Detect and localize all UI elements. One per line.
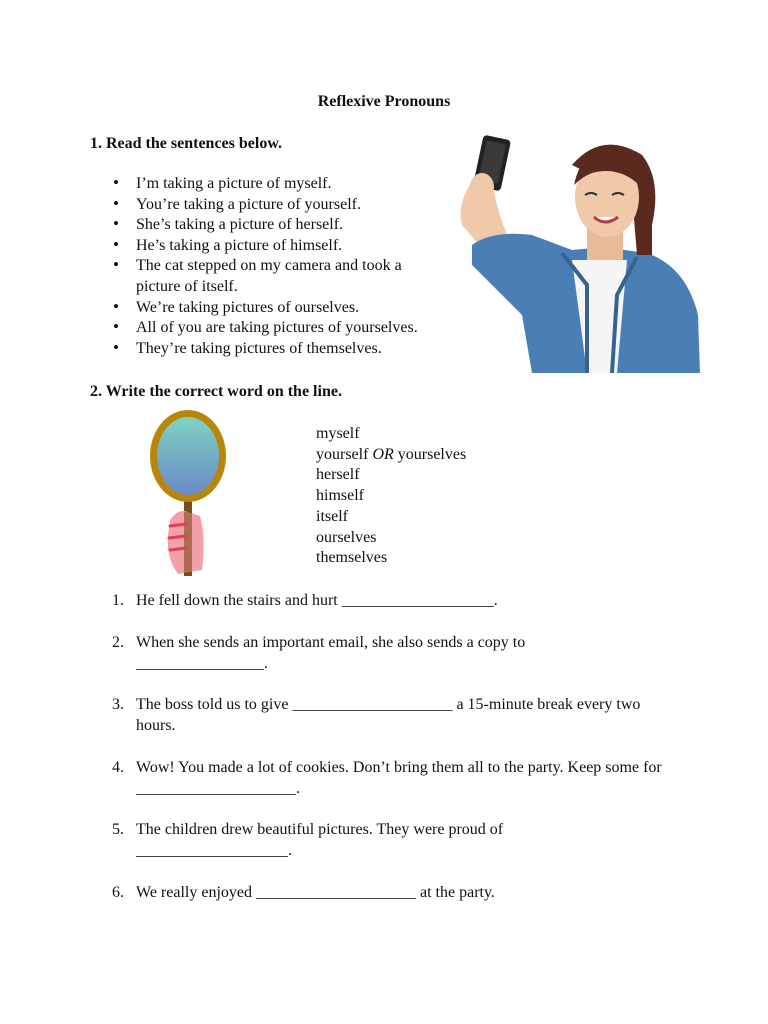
- selfie-photo: [452, 135, 700, 373]
- list-item: • The cat stepped on my camera and took a picture of itself.: [110, 256, 436, 297]
- page-title: Reflexive Pronouns: [317, 93, 451, 110]
- word-bank-item: ourselves: [316, 528, 377, 546]
- word-bank-item: yourself OR yourselves: [316, 445, 467, 463]
- exercise-item: 4. Wow! You made a lot of cookies. Don’t bring them all to the party. Keep some for ____________________.: [112, 758, 662, 797]
- word-bank-item: himself: [316, 487, 364, 505]
- list-item: • She’s taking a picture of herself.: [110, 215, 460, 236]
- answer-blank[interactable]: ___________________: [341, 592, 494, 609]
- list-item: • They’re taking pictures of themselves.: [110, 339, 460, 360]
- exercise-list: [112, 590, 672, 923]
- hand-mirror-illustration: [140, 408, 240, 578]
- answer-blank[interactable]: ____________________: [292, 696, 453, 713]
- word-bank-item: myself: [316, 425, 360, 442]
- answer-blank[interactable]: ____________________: [136, 779, 296, 797]
- section-2-heading: 2. Write the correct word on the line.: [90, 383, 342, 400]
- answer-blank[interactable]: ________________: [136, 654, 264, 672]
- word-bank-item: itself: [316, 507, 348, 525]
- exercise-item: 5. The children drew beautiful pictures. They were proud of ___________________.: [112, 821, 504, 859]
- exercise-item: 1. He fell down the stairs and hurt ___________________.: [112, 592, 498, 609]
- section-1-heading: 1. Read the sentences below.: [90, 135, 282, 152]
- list-item: • I’m taking a picture of myself.: [110, 174, 460, 195]
- answer-blank[interactable]: ___________________: [136, 842, 288, 859]
- example-sentence-list: [110, 174, 460, 359]
- exercise-item: 2. When she sends an important email, she also sends a copy to ________________.: [112, 633, 526, 672]
- word-bank-item: herself: [316, 466, 360, 484]
- list-item: • We’re taking pictures of ourselves.: [110, 298, 460, 319]
- exercise-item: 6. We really enjoyed ____________________ at the party.: [112, 883, 495, 901]
- list-item: • You’re taking a picture of yourself.: [110, 195, 460, 216]
- list-item: • All of you are taking pictures of yourselves.: [110, 318, 460, 339]
- answer-blank[interactable]: ____________________: [256, 883, 416, 901]
- word-bank-item: themselves: [316, 549, 388, 567]
- list-item: • He’s taking a picture of himself.: [110, 236, 460, 257]
- word-bank: [316, 424, 466, 569]
- exercise-item: 3. The boss told us to give ____________________ a 15-minute break every two hours.: [112, 696, 641, 734]
